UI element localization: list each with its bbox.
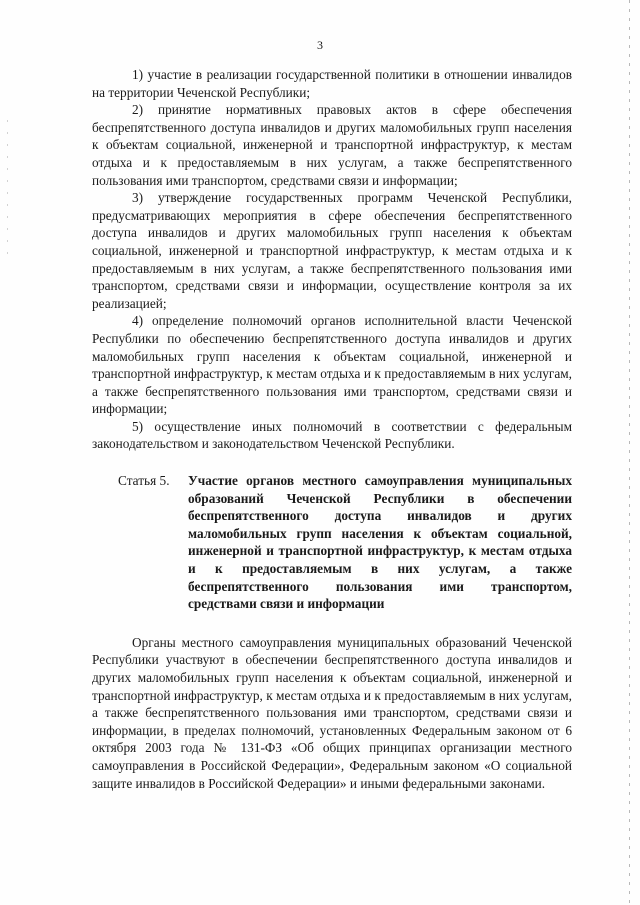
list-item-5: 5) осуществление иных полномочий в соответствии с федеральным законодательством и законодательством Чеченской Республики. xyxy=(92,418,572,452)
document-body xyxy=(92,66,572,792)
list-item-1: 1) участие в реализации государственной политики в отношении инвалидов на территории Чеченской Республики; xyxy=(92,67,572,100)
list-item-2: 2) принятие нормативных правовых актов в сфере обеспечения беспрепятственного доступа инвалидов и других маломобильных групп населения к объектам социальной, инженерной и транспортной инфраструктур, к местам отдыха и к предоставляемым в них услугам, а также беспрепятственного пользования ими транспортом, средствами связи и информации; xyxy=(92,102,572,188)
article-heading xyxy=(92,472,572,613)
scan-edge-mark-right xyxy=(629,0,630,905)
article-title: Участие органов местного самоуправления муниципальных образований Чеченской Республики в обеспечении беспрепятственного доступа инвалидов и других маломобильных групп населения к объектам социальной, инженерной и транспортной инфраструктур, к местам отдыха и к предоставляемым в них услугам, а также беспрепятственного пользования ими транспортом, средствами связи и информации xyxy=(188,473,572,612)
page-number: 3 xyxy=(317,38,323,52)
list-item-3: 3) утверждение государственных программ Чеченской Республики, предусматривающих мероприятия в сфере обеспечения беспрепятственного доступа инвалидов и других маломобильных групп населения к объектам социальной, инженерной и транспортной инфраструктур, к местам отдыха и к предоставляемым в них услугам, а также беспрепятственного пользования ими транспортом, средствами связи и информации, осуществление контроля за их реализацией; xyxy=(92,190,572,311)
scan-edge-mark-left xyxy=(7,120,8,260)
article-text: Органы местного самоуправления муниципальных образований Чеченской Республики участвуют в обеспечении беспрепятственного доступа инвалидов и других маломобильных групп населения к объектам социальной, инженерной и транспортной инфраструктур, к местам отдыха и к предоставляемым в них услугам, а также беспрепятственного пользования ими транспортом, средствами связи и информации, в пределах полномочий, установленных Федеральным законом от 6 октября 2003 года № 131-ФЗ «Об общих принципах организации местного самоуправления в Российской Федерации», Федеральным законом «О социальной защите инвалидов в Российской Федерации» и иными федеральными законами. xyxy=(92,634,572,791)
article-number: Статья 5. xyxy=(118,473,170,489)
list-item-4: 4) определение полномочий органов исполнительной власти Чеченской Республики по обеспечению беспрепятственного доступа инвалидов и других маломобильных групп населения к объектам социальной, инженерной и транспортной инфраструктур, к местам отдыха и к предоставляемым в них услугам, а также беспрепятственного пользования ими транспортом, средствами связи и информации; xyxy=(92,313,572,417)
